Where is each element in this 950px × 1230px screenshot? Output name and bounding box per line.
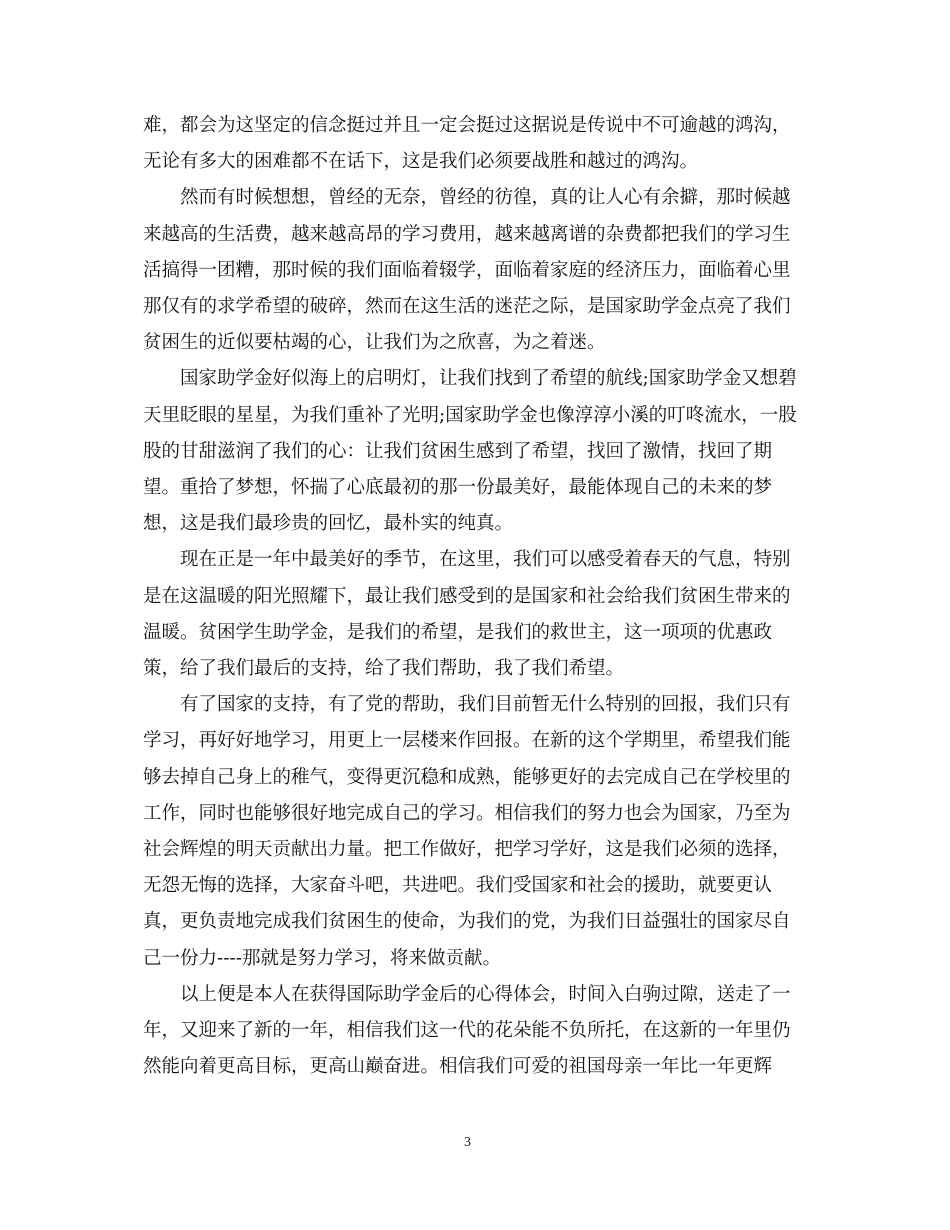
text-line: 年，又迎来了新的一年，相信我们这一代的花朵能不负所托，在这新的一年里仍	[143, 1020, 791, 1041]
text-line: 无怨无悔的选择，大家奋斗吧，共进吧。我们受国家和社会的援助，就要更认	[143, 875, 773, 897]
text-line: 难，都会为这坚定的信念挺过并且一定会挺过这据说是传说中不可逾越的鸿沟，	[143, 115, 791, 136]
text-line: 无论有多大的困难都不在话下，这是我们必须要战胜和越过的鸿沟。	[143, 151, 699, 173]
text-line: 活搞得一团糟，那时候的我们面临着辍学，面临着家庭的经济压力，面临着心里	[143, 259, 791, 281]
text-line: 望。重拾了梦想，怀揣了心底最初的那一份最美好，最能体现自己的未来的梦	[143, 477, 773, 498]
text-line: 国家助学金好似海上的启明灯，让我们找到了希望的航线;国家助学金又想碧	[180, 368, 797, 390]
text-line: 有了国家的支持，有了党的帮助，我们目前暂无什么特别的回报，我们只有	[180, 694, 791, 716]
text-line: 想，这是我们最珍贵的回忆，最朴实的纯真。	[143, 513, 514, 535]
text-line: 然而有时候想想，曾经的无奈，曾经的彷徨，真的让人心有余擗，那时候越	[180, 187, 791, 209]
text-line: 那仅有的求学希望的破碎，然而在这生活的迷茫之际，是国家助学金点亮了我们	[143, 296, 791, 317]
text-line: 天里眨眼的星星，为我们重补了光明;国家助学金也像淳淳小溪的叮咚流水，一股	[143, 404, 797, 426]
text-line: 工作，同时也能够很好地完成自己的学习。相信我们的努力也会为国家，乃至为	[143, 802, 791, 824]
text-line: 是在这温暖的阳光照耀下，最让我们感受到的是国家和社会给我们贫困生带来的	[143, 585, 791, 607]
text-line: 然能向着更高目标，更高山巅奋进。相信我们可爱的祖国母亲一年比一年更辉	[143, 1056, 773, 1078]
text-line: 股的甘甜滋润了我们的心：让我们贫困生感到了希望，找回了激情，找回了期	[143, 440, 773, 462]
text-line: 现在正是一年中最美好的季节，在这里，我们可以感受着春天的气息，特别	[180, 549, 791, 571]
text-line: 社会辉煌的明天贡献出力量。把工作做好，把学习学好，这是我们必须的选择，	[143, 839, 791, 860]
text-line: 够去掉自己身上的稚气，变得更沉稳和成熟，能够更好的去完成自己在学校里的	[143, 766, 791, 788]
text-line: 己一份力----那就是努力学习，将来做贡献。	[143, 947, 502, 969]
text-line: 学习，再好好地学习，用更上一层楼来作回报。在新的这个学期里，希望我们能	[143, 730, 791, 752]
text-line: 真，更负责地完成我们贫困生的使命，为我们的党，为我们日益强壮的国家尽自	[143, 911, 791, 933]
text-line: 贫困生的近似要枯竭的心，让我们为之欣喜，为之着迷。	[143, 332, 606, 354]
text-line: 来越高的生活费，越来越高昂的学习费用，越来越离谱的杂费都把我们的学习生	[143, 223, 791, 245]
text-line: 温暖。贫困学生助学金，是我们的希望，是我们的救世主，这一项项的优惠政	[143, 621, 773, 643]
text-line: 以上便是本人在获得国际助学金后的心得体会，时间入白驹过隙，送走了一	[180, 983, 791, 1005]
page-number: 3	[464, 1135, 471, 1150]
text-line: 策，给了我们最后的支持，给了我们帮助，我了我们希望。	[143, 658, 625, 679]
